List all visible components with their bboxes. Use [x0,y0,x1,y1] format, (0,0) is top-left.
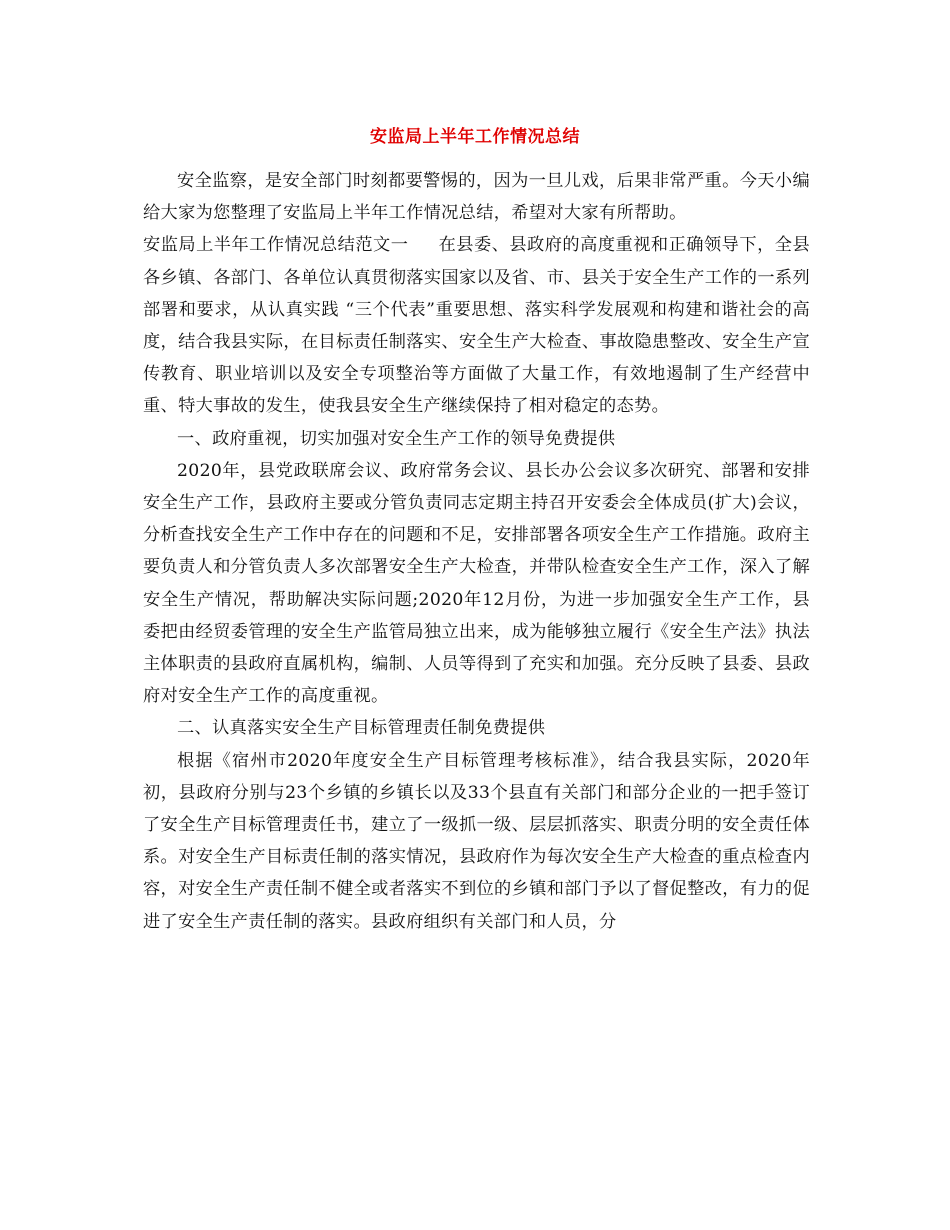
overview-text: 在县委、县政府的高度重视和正确领导下，全县各乡镇、各部门、各单位认真贯彻落实国家以及省、市、县关于安全生产工作的一系列部署和要求，从认真实践 “三个代表”重要思想、落实科学发展观和构建和谐社会的高度，结合我县实际，在目标责任制落实、安全生产大检查、事故隐患整改、安全生产宣传教育、职业培训以及安全专项整治等方面做了大量工作，有效地遏制了生产经营中重、特大事故的发生，使我县安全生产继续保持了相对稳定的态势。 [143,235,810,417]
paragraph-2: 根据《宿州市2020年度安全生产目标管理考核标准》，结合我县实际，2020年初，县政府分别与23个乡镇的乡镇长以及33个县直有关部门和部分企业的一把手签订了安全生产目标管理责任书，建立了一级抓一级、层层抓落实、职责分明的安全责任体系。对安全生产目标责任制的落实情况，县政府作为每次安全生产大检查的重点检查内容，对安全生产责任制不健全或者落实不到位的乡镇和部门予以了督促整改，有力的促进了安全生产责任制的落实。县政府组织有关部门和人员，分 [143,750,810,932]
document-body [143,159,810,938]
intro-paragraph: 安全监察，是安全部门时刻都要警惕的，因为一旦儿戏，后果非常严重。今天小编给大家为您整理了安监局上半年工作情况总结，希望对大家有所帮助。 [143,171,810,224]
section-heading-1: 一、政府重视，切实加强对安全生产工作的领导免费提供 [177,428,616,449]
document-title: 安监局上半年工作情况总结 [370,127,580,147]
overview-paragraph [143,229,810,422]
section-label: 安监局上半年工作情况总结范文一 [143,235,409,256]
paragraph-1: 2020年，县党政联席会议、政府常务会议、县长办公会议多次研究、部署和安排安全生产工作，县政府主要或分管负责同志定期主持召开安委会全体成员(扩大)会议，分析查找安全生产工作中存在的问题和不足，安排部署各项安全生产工作措施。政府主要负责人和分管负责人多次部署安全生产大检查，并带队检查安全生产工作，深入了解安全生产情况，帮助解决实际问题;2020年12月份，为进一步加强安全生产工作，县委把由经贸委管理的安全生产监管局独立出来，成为能够独立履行《安全生产法》执法主体职责的县政府直属机构，编制、人员等得到了充实和加强。充分反映了县委、县政府对安全生产工作的高度重视。 [143,460,810,707]
section-heading-2: 二、认真落实安全生产目标管理责任制免费提供 [177,718,546,739]
